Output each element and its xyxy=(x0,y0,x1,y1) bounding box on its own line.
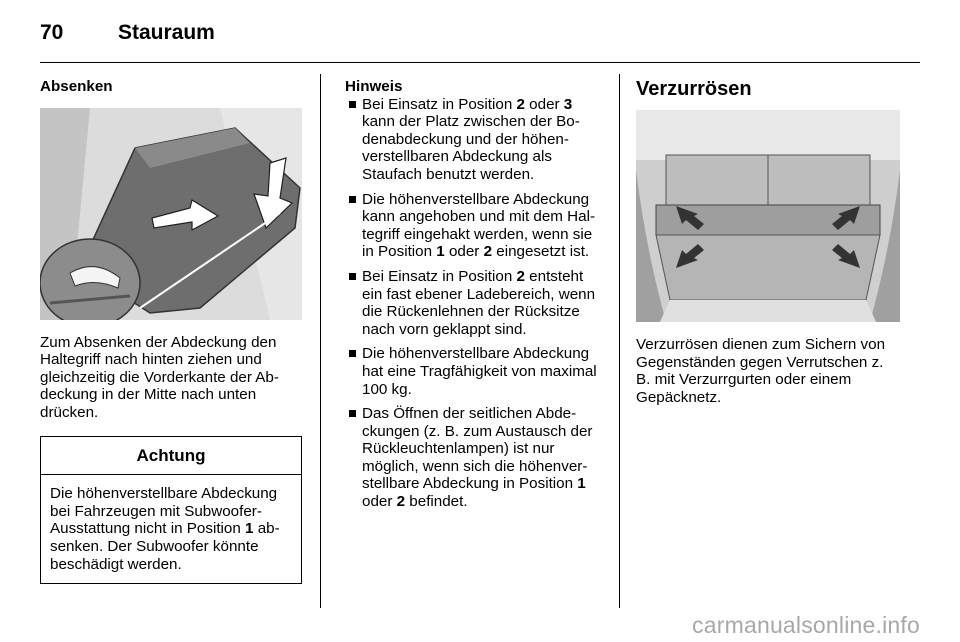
list-item-bold: 2 xyxy=(396,493,406,511)
bullet-square-icon xyxy=(349,410,356,417)
page-number: 70 xyxy=(40,21,64,44)
warning-text-bold: 1 xyxy=(245,520,254,538)
warning-box xyxy=(40,436,302,585)
column-divider-right xyxy=(619,74,620,608)
page-header xyxy=(40,18,215,48)
list-item-text: entsteht ein fast ebener Ladebereich, wenn die Rückenlehnen der Rücksitze nach vorn geklappt sind. xyxy=(362,267,596,338)
bullet-square-icon xyxy=(349,350,356,357)
list-item-text: kann der Platz zwischen der Bodenabdeckung und der höhenverstellbaren Abdeckung als Staufach benutzt werden. xyxy=(362,113,580,183)
list-item-bold: 1 xyxy=(436,243,445,261)
note-title: Hinweis xyxy=(345,78,403,95)
list-item-bold: 3 xyxy=(563,95,573,113)
list-item-text: eingesetzt ist. xyxy=(492,243,590,261)
list-item-bold: 2 xyxy=(516,267,525,285)
bullet-square-icon xyxy=(349,273,356,280)
middle-column xyxy=(345,78,607,518)
list-item-bold: 1 xyxy=(577,475,586,493)
tie-down-eyes-drawing xyxy=(636,110,900,322)
right-column xyxy=(636,78,900,406)
list-item-text: oder xyxy=(444,243,484,261)
section-subheading: Absenken xyxy=(40,78,113,95)
list-item-text: Bei Einsatz in Position xyxy=(362,95,517,113)
tie-down-description: Verzurrösen dienen zum Sichern von Gegenständen gegen Verrutschen z. B. mit Verzurrgurten oder einem Gepäcknetz. xyxy=(636,336,886,406)
warning-text-part: Die höhenverstellbare Abdeckung bei Fahrzeugen mit Subwoofer-Ausstattung nicht in Position xyxy=(50,485,278,538)
list-item xyxy=(345,191,607,261)
list-item-text: Die höhenverstellbare Abdeckung kann angehoben und mit dem Haltegriff eingehakt werden, wenn sie in Position xyxy=(362,190,596,261)
bullet-square-icon xyxy=(349,101,356,108)
watermark: carmanualsonline.info xyxy=(692,612,920,638)
left-column xyxy=(40,78,302,584)
tie-down-eyes-illustration xyxy=(636,110,900,322)
lowering-instructions: Zum Absenken der Abdeckung den Haltegriff nach hinten ziehen und gleichzeitig die Vorderkante der Abdeckung in der Mitte nach unten drücken. xyxy=(40,333,279,421)
list-item xyxy=(345,96,607,184)
lowering-cover-illustration xyxy=(40,108,302,320)
list-item-bold: 2 xyxy=(516,95,525,113)
warning-text-part: absenken. Der Subwoofer könnte beschädigt werden. xyxy=(50,520,280,573)
list-item-text: Bei Einsatz in Position xyxy=(362,267,517,285)
section-heading: Verzurrösen xyxy=(636,78,752,100)
bullet-square-icon xyxy=(349,196,356,203)
page-title: Stauraum xyxy=(118,21,215,44)
list-item-text: befindet. xyxy=(405,493,468,511)
list-item xyxy=(345,268,607,338)
list-item xyxy=(345,405,607,511)
list-item-text: Die höhenverstellbare Abdeckung hat eine Tragfähigkeit von maximal 100 kg. xyxy=(362,345,597,398)
column-divider-left xyxy=(320,74,321,608)
list-item-text: Das Öffnen der seitlichen Abdeckungen (z. B. zum Austausch der Rückleuchtenlampen) ist nur möglich, wenn sich die höhenverstellbare Abdeckung in Position xyxy=(362,405,593,493)
list-item-text: oder xyxy=(362,493,397,511)
lowering-cover-drawing xyxy=(40,108,302,320)
list-item-bold: 2 xyxy=(483,243,493,261)
warning-text xyxy=(41,475,301,583)
list-item-text: oder xyxy=(524,95,564,113)
header-divider xyxy=(40,62,920,63)
list-item xyxy=(345,345,607,398)
warning-title: Achtung xyxy=(41,437,301,476)
note-list xyxy=(345,96,607,511)
